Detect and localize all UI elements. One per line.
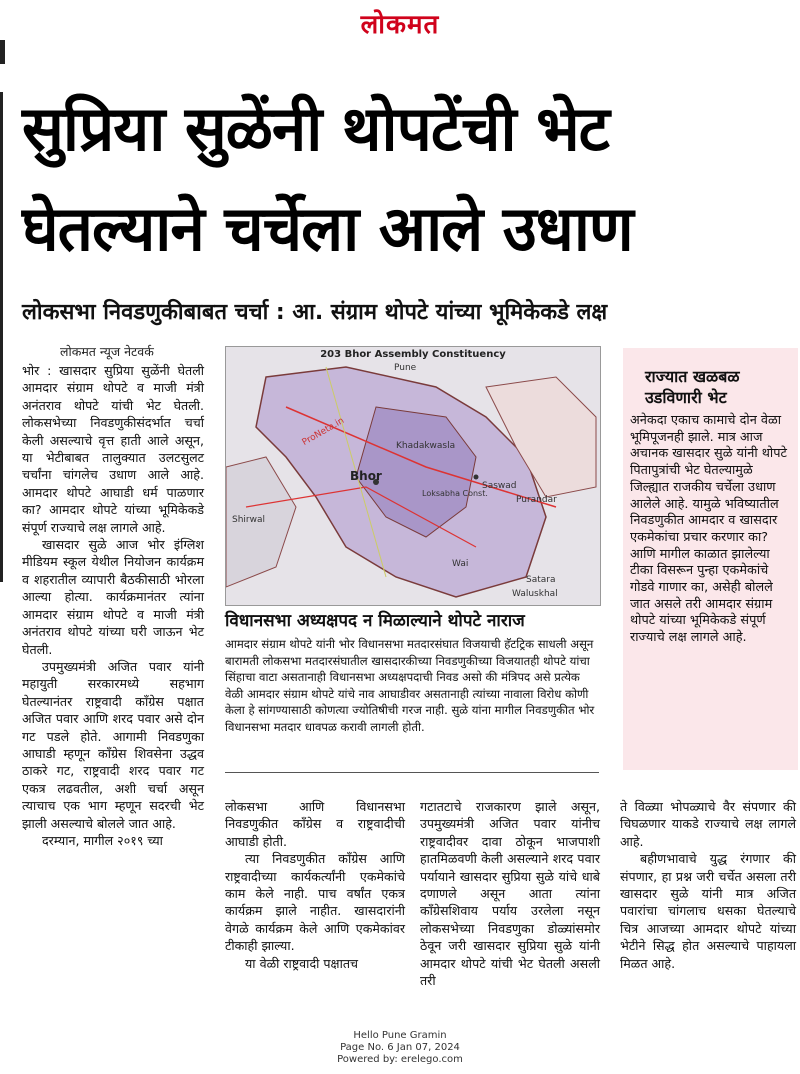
map-label: Saswad: [482, 481, 517, 491]
article-column-3: [420, 798, 600, 989]
constituency-map: [225, 346, 601, 606]
footer-powered-by: Powered by: erelego.com: [337, 1054, 463, 1065]
box-text: आमदार संग्राम थोपटे यांनी भोर विधानसभा मतदारसंघात विजयाची हॅटट्रिक साधली असून बारामती लोकसभा मतदारसंघातील खासदारकीच्या निवडणुकीच्या विजयातही थोपटे यांचा सिंहाचा वाटा असतानाही विधानसभा अध्यक्षपदाची निवड असो की मंत्रिपद असे प्रत्येक वेळी आमदार संग्राम थोपटे यांचे नाव आघाडीवर असतानाही त्यांच्या नावाला विरोध कोणी केला हे सांगण्यासाठी कोणत्या ज्योतिषीची गरज नाही. सुळे यांना मागील निवडणुकीत भोर विधानसभा मतदार धावपळ करावी लागली होती.: [225, 637, 595, 734]
paragraph: खासदार सुळे आज भोर इंग्लिश मीडियम स्कूल येथील नियोजन कार्यक्रम व शहरातील व्यापारी बैठकीसाठी भोरला आल्या होत्या. कार्यक्रमानंतर त्यांना आमदार संग्राम थोपटे व माजी मंत्री अनंतराव थोपटे यांच्या घरी जाऊन भेट घेतली.: [22, 537, 204, 657]
headline-line-1: सुप्रिया सुळेंनी थोपटेंची भेट: [22, 92, 609, 165]
headline-line-2: घेतल्याने चर्चेला आले उधाण: [22, 192, 633, 265]
map-watermark: ProNeta.in: [300, 416, 347, 448]
map-label: Waluskhal: [512, 589, 558, 599]
map-label: Loksabha Const.: [422, 489, 488, 498]
map-label: Purandar: [516, 495, 557, 505]
sidebar-text: अनेकदा एकाच कामाचे दोन वेळा भूमिपूजनही झाले. मात्र आज अचानक खासदार सुळे यांनी थोपटे पितापुत्रांची भेट घेतल्यामुळे जिल्ह्यात राजकीय चर्चेला उधाण आलेले आहे. यामुळे भविष्यातील निवडणुकीत आमदार व खासदार एकमेकांचा प्रचार करणार का? आणि मागील काळात झालेल्या टीका विसरून पुन्हा एकमेकांचे गोडवे गाणार का, असेही बोलले जात असले तरी आमदार संग्राम थोपटे यांच्या भूमिकेकडे संपूर्ण राज्याचे लक्ष लागले आहे.: [630, 413, 787, 646]
map-title: 203 Bhor Assembly Constituency: [320, 349, 506, 360]
map-label: Khadakwasla: [396, 441, 456, 451]
paragraph: भोर : खासदार सुप्रिया सुळेंनी घेतली आमदार संग्राम थोपटे व माजी मंत्री अनंतराव थोपटे यांची भेट घेतली. लोकसभेच्या निवडणुकीसंदर्भात चर्चा केली असल्याचे वृत्त हाती आले असून, या भेटीबाबत तालुक्यात उलटसुलट चर्चांना चांगलेच उधाण आले आहे. आमदार थोपटे आघाडी धर्म पाळणार का? आमदार थोपटे यांच्या भूमिकेकडे संपूर्ण राज्याचे लक्ष लागले आहे.: [22, 363, 204, 535]
paragraph: दरम्यान, मागील २०१९ च्या: [42, 832, 163, 848]
byline: लोकमत न्यूज नेटवर्क: [60, 344, 154, 359]
article-column-4: [620, 798, 796, 972]
page-edge-mark: [0, 92, 3, 582]
masthead: [0, 0, 800, 46]
page-edge-mark: [0, 40, 5, 64]
paragraph: या वेळी राष्ट्रवादी पक्षातच: [245, 955, 359, 971]
article-column-2: [225, 798, 405, 972]
footer-edition: Hello Pune Gramin: [353, 1030, 447, 1041]
paragraph: त्या निवडणुकीत काँग्रेस आणि राष्ट्रवादीच्या कार्यकर्त्यांनी एकमेकांचे काम केले नाही. पाच वर्षांत एकत्र कार्यक्रम झाले नाहीत. खासदारांनी वेगळे कार्यक्रम केले आणि एकमेकांवर टीकाही झाल्या.: [225, 851, 405, 954]
sidebar-title: राज्यात खळबळ उडविणारी भेट: [645, 367, 740, 407]
page-footer: [280, 1030, 520, 1066]
map-label: Bhor: [350, 469, 382, 483]
subheadline: लोकसभा निवडणुकीबाबत चर्चा : आ. संग्राम थोपटे यांच्या भूमिकेकडे लक्ष: [22, 300, 608, 325]
article-column-1: [22, 362, 204, 849]
map-label: Pune: [394, 363, 417, 373]
footer-page-date: Page No. 6 Jan 07, 2024: [340, 1042, 460, 1053]
divider: [225, 772, 599, 773]
box-title: विधानसभा अध्यक्षपद न मिळाल्याने थोपटे नाराज: [225, 611, 525, 631]
map-label: Wai: [452, 559, 469, 569]
paragraph: गटातटाचे राजकारण झाले असून, उपमुख्यमंत्री अजित पवार यांनीच राष्ट्रवादीवर दावा ठोकून भाजपाशी हातमिळवणी केली असल्याने शरद पवार पर्यायाने खासदार सुप्रिया सुळे यांचे धाबे दणाणले असून आता त्यांना काँग्रेसशिवाय पर्याय उरलेला नसून लोकसभेच्या निवडणुका डोळ्यांसमोर ठेवून जरी खासदार सुप्रिया सुळे यांनी आमदार थोपटे यांची भेट घेतली असली तरी: [420, 799, 600, 989]
paragraph: ते विळ्या भोपळ्याचे वैर संपणार की चिघळणार याकडे राज्याचे लक्ष लागले आहे.: [620, 799, 796, 849]
masthead-logo: लोकमत: [360, 10, 440, 40]
map-label: Shirwal: [232, 515, 265, 525]
paragraph: बहीणभावाचे युद्ध रंगणार की संपणार, हा प्रश्न जरी चर्चेत असला तरी खासदार सुळे यांनी मात्र अजित पवारांचा चांगलाच धसका घेतल्याचे चित्र आजच्या आमदार थोपटे यांच्या भेटीने सिद्ध होत असल्याचे पाहायला मिळत आहे.: [620, 851, 796, 971]
map-graphic: [226, 347, 600, 605]
paragraph: उपमुख्यमंत्री अजित पवार यांनी महायुती सरकारमध्ये सहभाग घेतल्यानंतर राष्ट्रवादी काँग्रेस पक्षात अजित पवार आणि शरद पवार असे दोन गट पडले होते. आगामी निवडणुका आघाडी म्हणून काँग्रेस शिवसेना उद्धव ठाकरे गट, राष्ट्रवादी शरद पवार गट एकत्र लढवतील, अशी चर्चा असून त्याचाच एक भाग म्हणून सदरची भेट झाली असल्याचे बोलले जात आहे.: [22, 658, 204, 831]
map-label: Satara: [526, 575, 556, 585]
paragraph: लोकसभा आणि विधानसभा निवडणुकीत काँग्रेस व राष्ट्रवादीची आघाडी होती.: [225, 799, 405, 849]
